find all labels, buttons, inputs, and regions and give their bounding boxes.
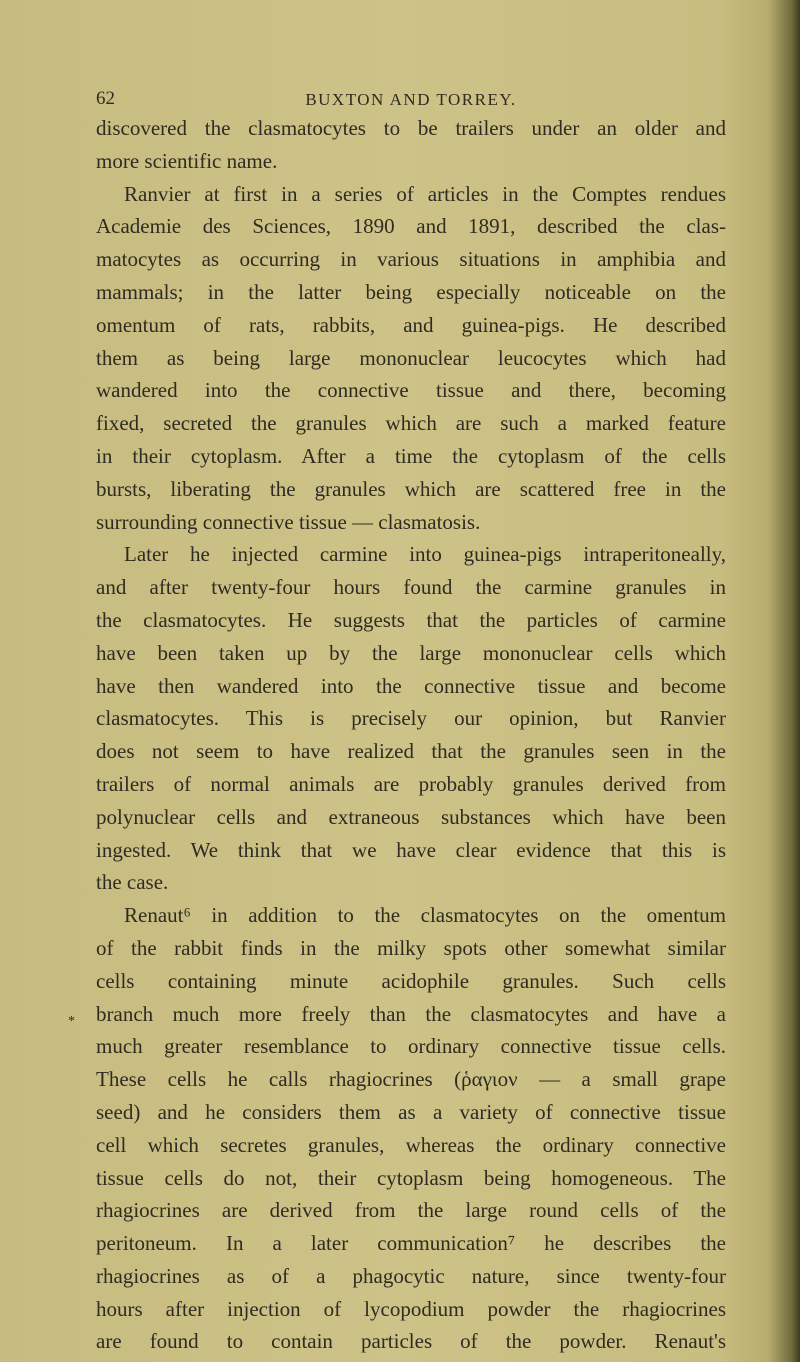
text-line: in their cytoplasm. After a time the cytoplasm of the cells: [96, 443, 726, 468]
text-line: Academie des Sciences, 1890 and 1891, described the clas-: [96, 214, 726, 239]
running-head: BUXTON AND TORREY.: [305, 90, 517, 109]
text-line: clasmatocytes. This is precisely our opinion, but Ranvier: [96, 706, 726, 731]
margin-mark: *: [68, 1014, 75, 1029]
text-line: bursts, liberating the granules which are scattered free in the: [96, 476, 726, 501]
text-line: peritoneum. In a later communication⁷ he describes the: [96, 1231, 726, 1256]
text-line: of the rabbit finds in the milky spots other somewhat similar: [96, 935, 726, 960]
text-line: much greater resemblance to ordinary connective tissue cells.: [96, 1034, 726, 1059]
text-line: fixed, secreted the granules which are such a marked feature: [96, 411, 726, 436]
text-line: and after twenty-four hours found the carmine granules in: [96, 575, 726, 600]
body-text: [96, 112, 726, 1358]
text-line: surrounding connective tissue — clasmatosis.: [96, 509, 481, 534]
text-line: are found to contain particles of the powder. Renaut's: [96, 1329, 726, 1354]
text-line: seed) and he considers them as a variety of connective tissue: [96, 1099, 726, 1124]
text-line: omentum of rats, rabbits, and guinea-pigs. He described: [96, 312, 726, 337]
text-line: cells containing minute acidophile granules. Such cells: [96, 968, 726, 993]
text-line: matocytes as occurring in various situations in amphibia and: [96, 247, 726, 272]
text-line: rhagiocrines as of a phagocytic nature, since twenty-four: [96, 1263, 726, 1288]
text-line: trailers of normal animals are probably granules derived from: [96, 771, 726, 796]
text-line: the case.: [96, 870, 169, 895]
text-line: wandered into the connective tissue and there, becoming: [96, 378, 726, 403]
text-line: cell which secretes granules, whereas the ordinary connective: [96, 1132, 726, 1157]
text-line: hours after injection of lycopodium powder the rhagiocrines: [96, 1296, 726, 1321]
text-line: Renaut⁶ in addition to the clasmatocytes on the omentum: [124, 903, 726, 928]
text-line: polynuclear cells and extraneous substances which have been: [96, 804, 726, 829]
text-line: mammals; in the latter being especially noticeable on the: [96, 279, 726, 304]
text-line: the clasmatocytes. He suggests that the particles of carmine: [96, 607, 726, 632]
text-line: branch much more freely than the clasmatocytes and have a: [96, 1001, 726, 1026]
text-line: does not seem to have realized that the granules seen in the: [96, 739, 726, 764]
text-line: discovered the clasmatocytes to be trailers under an older and: [96, 116, 726, 140]
text-line: Later he injected carmine into guinea-pigs intraperitoneally,: [124, 542, 726, 567]
text-line: have then wandered into the connective tissue and become: [96, 673, 726, 698]
text-line: ingested. We think that we have clear evidence that this is: [96, 837, 726, 862]
text-line: Ranvier at first in a series of articles in the Comptes rendues: [124, 181, 726, 206]
text-line: rhagiocrines are derived from the large round cells of the: [96, 1198, 726, 1223]
text-line: more scientific name.: [96, 148, 278, 173]
text-line: These cells he calls rhagiocrines (ῥαγιον — a small grape: [96, 1067, 726, 1092]
page-number: 62: [96, 88, 115, 109]
text-line: them as being large mononuclear leucocytes which had: [96, 345, 726, 370]
text-line: tissue cells do not, their cytoplasm being homogeneous. The: [96, 1165, 726, 1190]
text-line: have been taken up by the large mononuclear cells which: [96, 640, 726, 665]
